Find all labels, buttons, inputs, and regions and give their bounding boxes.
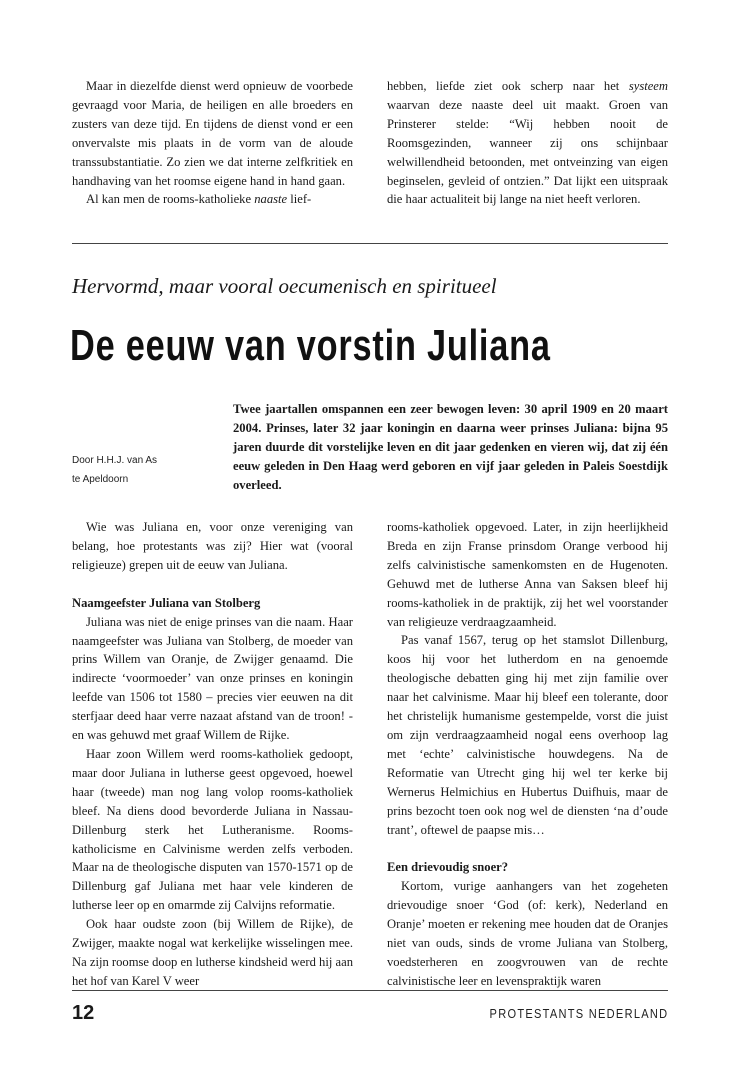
body-paragraph: Juliana was niet de enige prinses van die naam. Haar naamgeefster was Juliana van Stolberg, de moeder van prins Willem van Oranje, de Zwijger genaamd. Die indirecte ‘voormoeder’ van onze prinses en koningin leefde van 1506 tot 1580 – precies vier eeuwen na dit sterfjaar deed haar verre nazaat afstand van de troon! - en was gehuwd met graaf Willem de Rijke. (72, 614, 353, 743)
body-paragraph: Kortom, vurige aanhangers van het zogeheten drievoudige snoer ‘God (of: kerk), Nederland en Oranje’ moeten er rekening mee houden dat de Oranjes niet van ouds, sinds de vrome Juliana van Stolberg, voedsterheren en zoogvrouwen van de rechte calvinistische leer en levenspraktijk waren (387, 879, 668, 988)
continuation-paragraph: hebben, liefde ziet ook scherp naar het systeem waarvan deze naaste deel uit maakt. Groen van Prinsterer stelde: “Wij hebben nooit de Roomsgezinden, wanneer zij ons schijnbaar welwillendheid betoonden, met ontveinzing van eigen beginselen, gevleid of ontzien.” Dat lijkt een uitspraak die haar actualiteit bij lange na niet heeft verloren. (387, 79, 668, 207)
magazine-name: PROTESTANTS NEDERLAND (489, 1006, 668, 1021)
subheading: Een drievoudig snoer? (387, 860, 509, 875)
article-headline: De eeuw van vorstin Juliana (70, 321, 551, 370)
body-paragraph: rooms-katholiek opgevoed. Later, in zijn heerlijkheid Breda en zijn Franse prinsdom Orange verbood hij zelfs calvinistische samenkomsten en de Hugenoten. Gehuwd met de lutherse Anna van Saksen bleef hij rooms-katholiek in de praktijk, zij het wel voorstander van religieuze verdraagzaamheid. (387, 520, 668, 629)
footer-divider (72, 990, 668, 991)
subheading: Naamgeefster Juliana van Stolberg (72, 595, 261, 610)
section-divider (72, 243, 668, 244)
byline-location: te Apeldoorn (72, 474, 129, 485)
byline (72, 451, 157, 489)
continuation-paragraph: Al kan men de rooms-katholieke naaste lief- (86, 192, 312, 207)
article-right-column (387, 518, 668, 991)
continuation-right-column (387, 77, 668, 209)
page-number: 12 (72, 1002, 95, 1024)
article-lead: Twee jaartallen omspannen een zeer bewogen leven: 30 april 1909 en 20 maart 2004. Prinses, later 32 jaar koningin en daarna weer prinses Juliana: bijna 95 jaren duurde dit vorstelijke leven en dit jaar gedenken en vieren wij, dat zij één eeuw geleden in Den Haag werd geboren en vijf jaar geleden in Paleis Soestdijk overleed. (233, 402, 668, 492)
continuation-paragraph: Maar in diezelfde dienst werd opnieuw de voorbede gevraagd voor Maria, de heiligen en alle broeders en zusters van deze tijd. En tijdens de dienst vond er een onvervalste mis plaats in de vorm van de aloude transsubstantiatie. Zo zien we dat interne zelfkritiek en handhaving van het roomse eigene hand in hand gaan. (72, 79, 353, 188)
article-kicker: Hervormd, maar vooral oecumenisch en spiritueel (72, 274, 497, 298)
continuation-left-column (72, 77, 353, 209)
body-paragraph: Pas vanaf 1567, terug op het stamslot Dillenburg, koos hij voor het lutherdom en na genoemde theologische debatten ging hij met zijn familie over naar het calvinisme. Maar hij bleef een tolerante, door het christelijk humanisme gestempelde, vorst die juist om zijn verdraagzaamheid nogal eens overhoop lag met ‘echte’ calvinistische houwdegens. Na de Reformatie van Utrecht ging hij wel ter kerke bij Wernerus Helmichius en Hubertus Duifhuis, maar de prins bezocht toen ook nog wel de diensten ‘na d’oude trant’, oftewel de paapse mis… (387, 633, 668, 837)
article-left-column (72, 518, 353, 991)
body-paragraph: Ook haar oudste zoon (bij Willem de Rijke), de Zwijger, maakte nogal wat kerkelijke wisselingen mee. Na zijn roomse doop en lutherse kindsheid werd hij aan het hof van Karel V weer (72, 917, 353, 988)
body-paragraph: Wie was Juliana en, voor onze vereniging van belang, hoe protestants was zij? Hier wat (vooral religieuze) grepen uit de eeuw van Juliana. (72, 520, 353, 572)
body-paragraph: Haar zoon Willem werd rooms-katholiek gedoopt, maar door Juliana in lutherse geest opgevoed, hoewel haar (tweede) man nog lang volop rooms-katholiek bleef. Na diens dood bevorderde Juliana in Nassau-Dillenburg sterk het Lutheranisme. Rooms-katholicisme en Calvinisme werden zelfs verboden. Maar na de theologische disputen van 1570-1571 op de Dillenburg gaf Juliana met haar vele kinderen de lutherse leer op en omarmde zij Calvijns reformatie. (72, 746, 353, 913)
byline-author: Door H.H.J. van As (72, 455, 158, 466)
